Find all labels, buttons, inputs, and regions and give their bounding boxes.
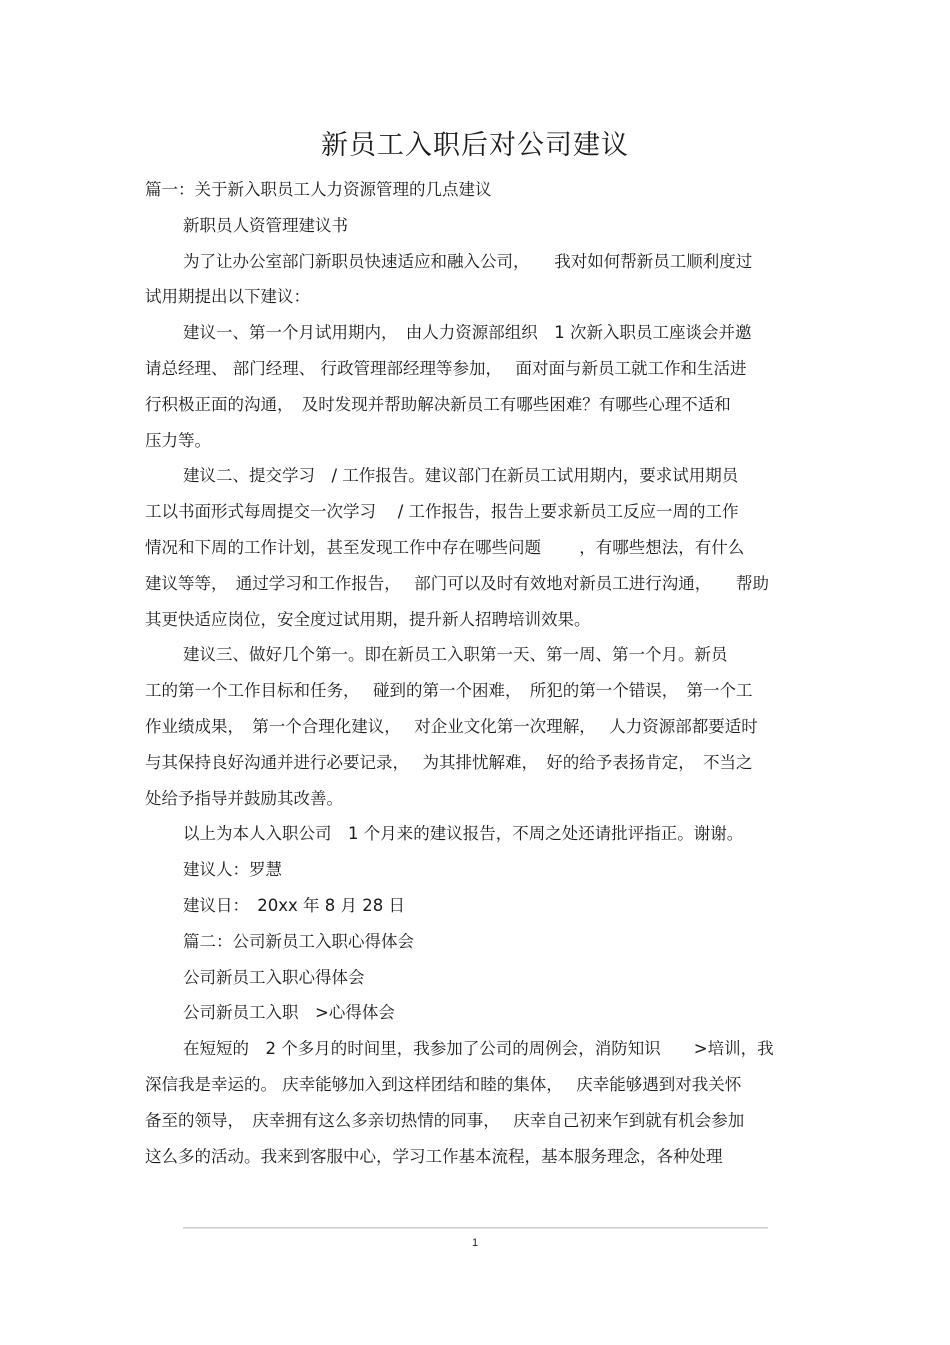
signature-line: 建议人：罗慧 xyxy=(183,860,282,880)
paragraph-line: 作业绩成果， 第一个合理化建议， 对企业文化第一次理解， 人力资源部都要适时 xyxy=(145,716,758,736)
paragraph-line: 与其保持良好沟通并进行必要记录， 为其排忧解难， 好的给予表扬肯定， 不当之 xyxy=(145,752,753,772)
document-body xyxy=(145,172,810,1174)
paragraph-line: 请总经理、 部门经理、 行政管理部经理等参加， 面对面与新员工就工作和生活进 xyxy=(145,358,747,378)
subheading: 公司新员工入职心得体会 xyxy=(183,967,365,987)
section-heading: 篇二：公司新员工入职心得体会 xyxy=(183,931,414,951)
subheading: 新职员人资管理建议书 xyxy=(183,215,348,235)
paragraph-line: 试用期提出以下建议： xyxy=(145,287,310,307)
paragraph-line: 建议等等， 通过学习和工作报告， 部门可以及时有效地对新员工进行沟通， 帮助 xyxy=(145,573,769,593)
paragraph-line: 以上为本人入职公司 1 个月来的建议报告，不周之处还请批评指正。谢谢。 xyxy=(183,824,744,844)
paragraph-line: 行积极正面的沟通， 及时发现并帮助解决新员工有哪些困难？有哪些心理不适和 xyxy=(145,394,731,414)
footer-divider xyxy=(183,1227,768,1229)
subheading: 公司新员工入职 >心得体会 xyxy=(183,1003,395,1023)
paragraph-line: 这么多的活动。我来到客服中心，学习工作基本流程，基本服务理念，各种处理 xyxy=(145,1146,723,1166)
paragraph-line: 建议一、第一个月试用期内， 由人力资源部组织 1 次新入职员工座谈会并邀 xyxy=(183,323,752,343)
page-number: 1 xyxy=(471,1237,479,1249)
paragraph-line: 备至的领导， 庆幸拥有这么多亲切热情的同事， 庆幸自己初来乍到就有机会参加 xyxy=(145,1110,745,1130)
paragraph-line: 建议二、提交学习 / 工作报告。建议部门在新员工试用期内，要求试用期员 xyxy=(183,466,739,486)
paragraph-line: 处给予指导并鼓励其改善。 xyxy=(145,788,343,808)
paragraph-line: 工以书面形式每周提交一次学习 / 工作报告，报告上要求新员工反应一周的工作 xyxy=(145,502,739,522)
section-heading: 篇一：关于新入职员工人力资源管理的几点建议 xyxy=(145,180,492,199)
paragraph-line: 在短短的 2 个多月的时间里，我参加了公司的周例会，消防知识 >培训，我 xyxy=(183,1039,774,1059)
paragraph-line: 深信我是幸运的。 庆幸能够加入到这样团结和睦的集体， 庆幸能够遇到对我关怀 xyxy=(145,1074,742,1094)
paragraph-line: 其更快适应岗位，安全度过试用期，提升新人招聘培训效果。 xyxy=(145,609,591,629)
paragraph-line: 压力等。 xyxy=(145,430,211,450)
document-title: 新员工入职后对公司建议 xyxy=(321,130,629,161)
date-line: 建议日： 20xx 年 8 月 28 日 xyxy=(183,895,405,915)
paragraph-line: 工的第一个工作目标和任务， 碰到的第一个困难， 所犯的第一个错误， 第一个工 xyxy=(145,681,753,701)
paragraph-line: 建议三、做好几个第一。即在新员工入职第一天、第一周、第一个月。新员 xyxy=(183,645,728,665)
paragraph-line: 情况和下周的工作计划，甚至发现工作中存在哪些问题 ，有哪些想法，有什么 xyxy=(145,537,745,557)
paragraph-line: 为了让办公室部门新职员快速适应和融入公司， 我对如何帮新员工顺利度过 xyxy=(183,251,753,271)
